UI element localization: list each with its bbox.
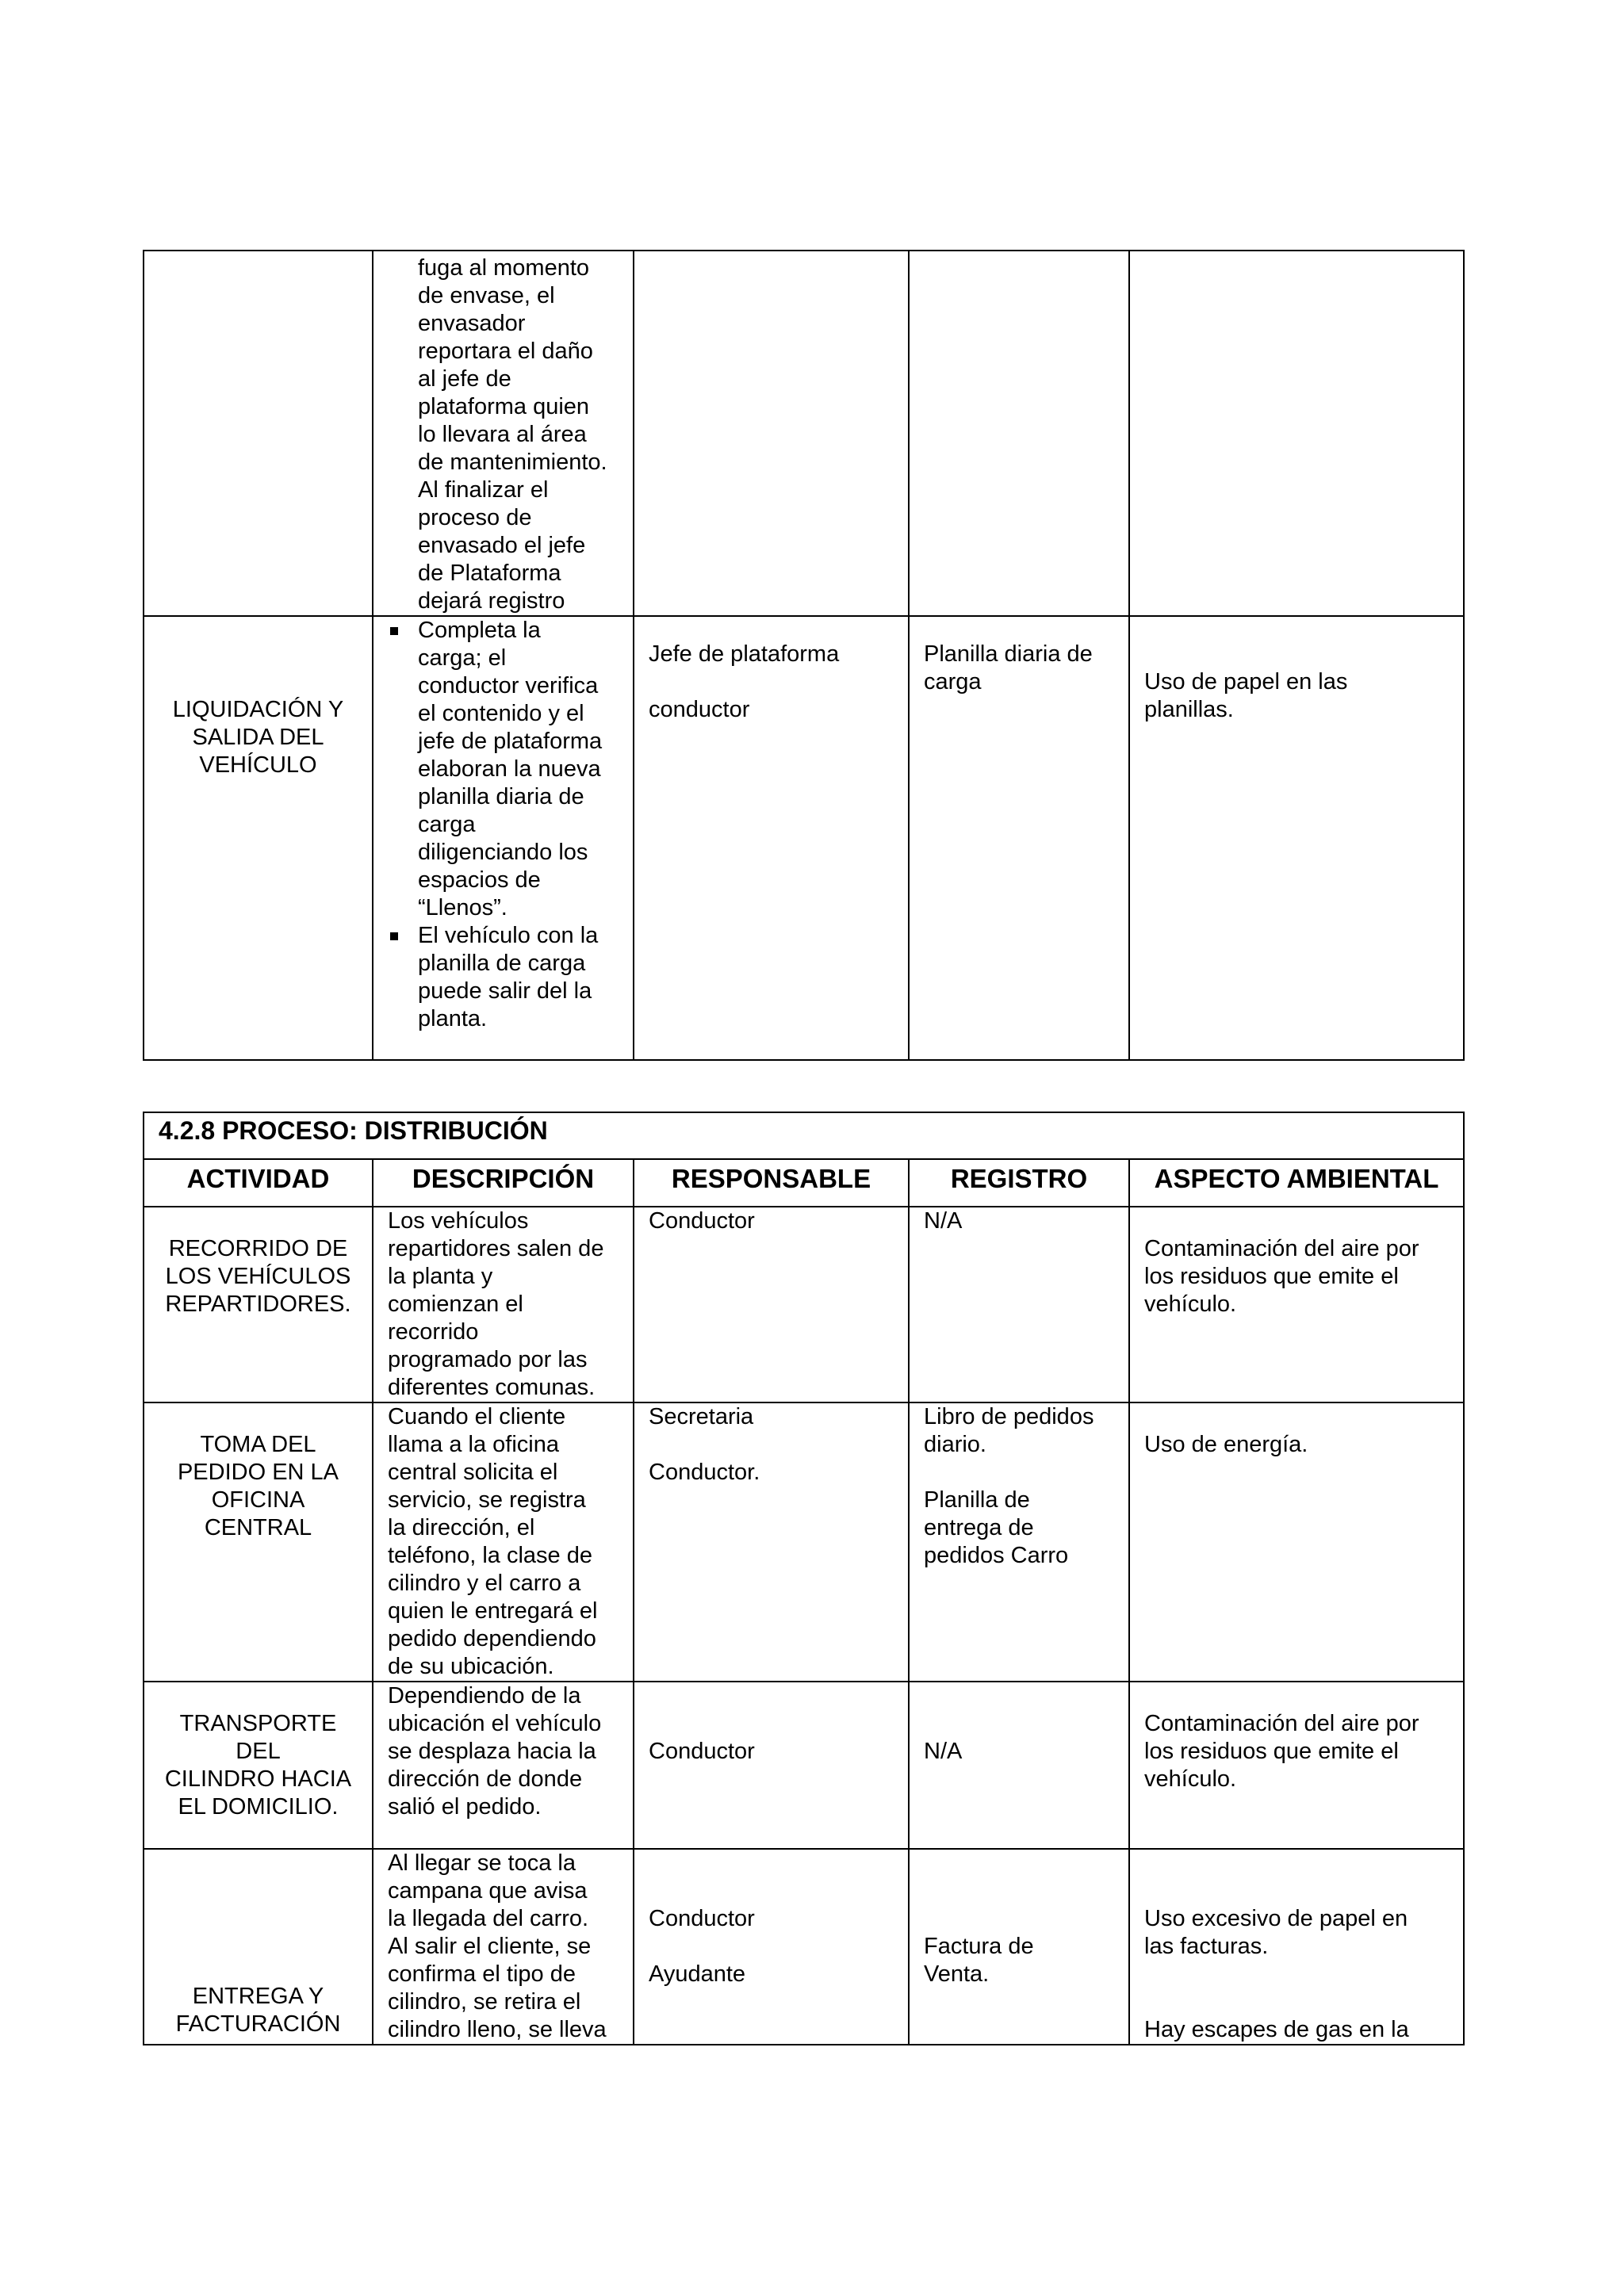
text-line: CILINDRO HACIA	[164, 1766, 352, 1792]
cell-registro	[909, 1402, 1129, 1682]
text-line: CENTRAL	[204, 1515, 312, 1540]
text-line: ENTREGA Y	[192, 1984, 324, 2009]
text-line: dirección de donde	[388, 1766, 583, 1792]
aspecto-text	[1130, 1403, 1463, 1459]
text-line: la planta y	[388, 1264, 493, 1289]
section-title-cell	[144, 1112, 1464, 1159]
description-text	[373, 1850, 633, 2044]
text-line: envasador	[418, 311, 526, 336]
table-distribucion	[143, 1112, 1465, 2045]
text-line: N/A	[924, 1208, 963, 1234]
text-line: LOS VEHÍCULOS	[165, 1264, 351, 1289]
registro-text	[910, 1403, 1128, 1570]
cell-description	[373, 616, 634, 1060]
text-line: cilindro y el carro a	[388, 1571, 581, 1596]
cell-description	[373, 1849, 634, 2045]
text-line	[649, 1933, 908, 1961]
text-line: elaboran la nueva	[418, 756, 601, 782]
text-line: planilla de carga	[418, 951, 586, 976]
table-title-row	[144, 1112, 1464, 1159]
text-line: puede salir del la	[418, 978, 592, 1004]
cell-activity	[144, 1682, 373, 1849]
table-row	[144, 1207, 1464, 1402]
registro-text	[910, 1207, 1128, 1235]
text-line: carga; el	[418, 645, 507, 671]
text-line: vehículo.	[1144, 1766, 1237, 1792]
text-line: Al finalizar el	[418, 477, 549, 503]
text-line: Uso de papel en las	[1144, 669, 1348, 695]
text-line: Factura de	[924, 1934, 1034, 1959]
aspecto-text	[1130, 1207, 1463, 1318]
square-bullet-icon	[390, 627, 398, 635]
text-line: plataforma quien	[418, 394, 590, 419]
cell-registro	[909, 616, 1129, 1060]
text-line: PEDIDO EN LA	[177, 1460, 339, 1485]
text-line: el contenido y el	[418, 701, 584, 726]
text-line: espacios de	[418, 867, 541, 893]
table-header-row	[144, 1159, 1464, 1207]
text-line: carga	[924, 669, 982, 695]
text-line: dejará registro	[418, 588, 565, 614]
text-line: repartidores salen de	[388, 1236, 604, 1261]
cell-registro	[909, 251, 1129, 616]
text-line: pedidos Carro	[924, 1543, 1069, 1568]
cell-responsable	[634, 1849, 909, 2045]
text-line	[924, 1459, 1128, 1487]
text-line: planta.	[418, 1006, 488, 1031]
text-line: programado por las	[388, 1347, 588, 1372]
cell-activity	[144, 616, 373, 1060]
header-aspecto	[1129, 1159, 1464, 1207]
header-text: ACTIVIDAD	[186, 1164, 330, 1193]
square-bullet-icon	[390, 932, 398, 940]
registro-text	[910, 617, 1128, 696]
text-line: Uso de energía.	[1144, 1432, 1308, 1457]
cell-activity	[144, 251, 373, 616]
text-line: la dirección, el	[388, 1515, 535, 1540]
text-line: Planilla diaria de	[924, 641, 1093, 667]
activity-text	[144, 1403, 372, 1542]
text-line: quien le entregará el	[388, 1598, 598, 1624]
cell-responsable	[634, 251, 909, 616]
cell-aspecto	[1129, 1402, 1464, 1682]
text-line	[1144, 1961, 1463, 1988]
text-line: se desplaza hacia la	[388, 1739, 596, 1764]
text-line: de envase, el	[418, 283, 555, 308]
text-line: comienzan el	[388, 1292, 523, 1317]
cell-activity	[144, 1207, 373, 1402]
text-line: pedido dependiendo	[388, 1626, 596, 1651]
text-line: Completa la	[418, 618, 541, 643]
text-line: Conductor	[649, 1906, 755, 1931]
text-line: Los vehículos	[388, 1208, 529, 1234]
header-text: DESCRIPCIÓN	[412, 1164, 595, 1193]
text-line: Conductor	[649, 1739, 755, 1764]
text-line: llama a la oficina	[388, 1432, 559, 1457]
text-line: central solicita el	[388, 1460, 558, 1485]
cell-description	[373, 1402, 634, 1682]
text-line: cilindro, se retira el	[388, 1989, 581, 2015]
aspecto-text	[1130, 617, 1463, 724]
text-line	[649, 1431, 908, 1459]
table-row	[144, 251, 1464, 616]
text-line: EL DOMICILIO.	[178, 1794, 339, 1820]
text-line: confirma el tipo de	[388, 1961, 576, 1987]
text-line: proceso de	[418, 505, 532, 530]
description-text	[373, 617, 633, 1033]
text-line: REPARTIDORES.	[165, 1292, 351, 1317]
text-line: RECORRIDO DE	[168, 1236, 348, 1261]
text-line: Venta.	[924, 1961, 990, 1987]
text-line: FACTURACIÓN	[175, 2011, 341, 2037]
responsable-text	[634, 1207, 908, 1235]
header-responsable	[634, 1159, 909, 1207]
table-row	[144, 1849, 1464, 2045]
text-line: los residuos que emite el	[1144, 1264, 1399, 1289]
text-line: de mantenimiento.	[418, 450, 607, 475]
responsable-text	[634, 1850, 908, 1988]
description-text	[373, 1403, 633, 1681]
responsable-text	[634, 1403, 908, 1487]
cell-aspecto	[1129, 1207, 1464, 1402]
cell-responsable	[634, 1682, 909, 1849]
text-line: TRANSPORTE	[179, 1711, 337, 1736]
activity-text	[144, 1682, 372, 1821]
text-line: Conductor.	[649, 1460, 760, 1485]
text-line: Planilla de	[924, 1487, 1030, 1513]
text-line: Cuando el cliente	[388, 1404, 566, 1429]
text-line: El vehículo con la	[418, 923, 599, 948]
text-line: planillas.	[1144, 697, 1234, 722]
bullet-item	[418, 922, 633, 1033]
responsable-text	[634, 617, 908, 724]
text-line: Jefe de plataforma	[649, 641, 840, 667]
table-row	[144, 1402, 1464, 1682]
text-line: DEL	[236, 1739, 281, 1764]
text-line: Al llegar se toca la	[388, 1850, 576, 1876]
activity-text	[144, 1207, 372, 1318]
header-text: RESPONSABLE	[671, 1164, 871, 1193]
header-registro	[909, 1159, 1129, 1207]
text-line	[649, 668, 908, 696]
text-line: Hay escapes de gas en la	[1144, 2017, 1409, 2042]
text-line: planilla diaria de	[418, 784, 584, 809]
cell-responsable	[634, 616, 909, 1060]
text-line: los residuos que emite el	[1144, 1739, 1399, 1764]
text-line: OFICINA	[211, 1487, 305, 1513]
text-line: salió el pedido.	[388, 1794, 542, 1820]
description-text	[373, 1682, 633, 1821]
text-line: de su ubicación.	[388, 1654, 554, 1679]
text-line: diario.	[924, 1432, 986, 1457]
header-text: ASPECTO AMBIENTAL	[1154, 1164, 1439, 1193]
responsable-text	[634, 1682, 908, 1766]
text-line: cilindro lleno, se lleva	[388, 2017, 607, 2042]
cell-responsable	[634, 1402, 909, 1682]
cell-activity	[144, 1849, 373, 2045]
text-line: las facturas.	[1144, 1934, 1269, 1959]
bullet-item	[418, 617, 633, 922]
header-descripcion	[373, 1159, 634, 1207]
text-line: jefe de plataforma	[418, 729, 603, 754]
activity-text	[144, 617, 372, 779]
text-line: LIQUIDACIÓN Y	[172, 697, 344, 722]
registro-text	[910, 1850, 1128, 1988]
text-line: conductor	[649, 697, 750, 722]
text-line: fuga al momento	[418, 255, 590, 281]
text-line: diferentes comunas.	[388, 1375, 596, 1400]
aspecto-text	[1130, 1850, 1463, 2044]
text-line: teléfono, la clase de	[388, 1543, 592, 1568]
text-line: vehículo.	[1144, 1292, 1237, 1317]
cell-description	[373, 251, 634, 616]
header-actividad	[144, 1159, 373, 1207]
cell-registro	[909, 1207, 1129, 1402]
text-line: diligenciando los	[418, 840, 588, 865]
cell-registro	[909, 1682, 1129, 1849]
text-line: la llegada del carro.	[388, 1906, 589, 1931]
cell-aspecto	[1129, 1849, 1464, 2045]
aspecto-text	[1130, 1682, 1463, 1793]
header-text: REGISTRO	[950, 1164, 1088, 1193]
text-line: Conductor	[649, 1208, 755, 1234]
cell-aspecto	[1129, 616, 1464, 1060]
text-line: conductor verifica	[418, 673, 599, 698]
text-line: Libro de pedidos	[924, 1404, 1094, 1429]
text-line: Secretaria	[649, 1404, 754, 1429]
activity-text	[144, 1850, 372, 2038]
text-line: envasado el jefe	[418, 533, 586, 558]
cell-description	[373, 1682, 634, 1849]
section-title: 4.2.8 PROCESO: DISTRIBUCIÓN	[159, 1116, 548, 1145]
cell-aspecto	[1129, 1682, 1464, 1849]
text-line: carga	[418, 812, 476, 837]
cell-registro	[909, 1849, 1129, 2045]
text-line: lo llevara al área	[418, 422, 587, 447]
text-line: Contaminación del aire por	[1144, 1236, 1419, 1261]
cell-responsable	[634, 1207, 909, 1402]
text-line: entrega de	[924, 1515, 1034, 1540]
text-line: Contaminación del aire por	[1144, 1711, 1419, 1736]
text-line: N/A	[924, 1739, 963, 1764]
text-line: Al salir el cliente, se	[388, 1934, 592, 1959]
description-text	[373, 251, 633, 615]
table-row	[144, 616, 1464, 1060]
text-line: SALIDA DEL	[192, 725, 324, 750]
text-line: TOMA DEL	[200, 1432, 316, 1457]
text-line: de Plataforma	[418, 561, 561, 586]
cell-aspecto	[1129, 251, 1464, 616]
registro-text	[910, 1682, 1128, 1766]
text-line: Dependiendo de la	[388, 1683, 581, 1709]
text-line: ubicación el vehículo	[388, 1711, 602, 1736]
table-continuation	[143, 250, 1465, 1061]
text-line: Uso excesivo de papel en	[1144, 1906, 1408, 1931]
cell-description	[373, 1207, 634, 1402]
text-line: Ayudante	[649, 1961, 746, 1987]
text-line: recorrido	[388, 1319, 479, 1345]
cell-activity	[144, 1402, 373, 1682]
text-line: “Llenos”.	[418, 895, 508, 920]
text-line: reportara el daño	[418, 339, 593, 364]
description-text	[373, 1207, 633, 1402]
text-line: servicio, se registra	[388, 1487, 586, 1513]
text-line	[1144, 1988, 1463, 2016]
text-line: al jefe de	[418, 366, 511, 392]
table-row	[144, 1682, 1464, 1849]
text-line: campana que avisa	[388, 1878, 588, 1904]
text-line: VEHÍCULO	[199, 752, 317, 778]
